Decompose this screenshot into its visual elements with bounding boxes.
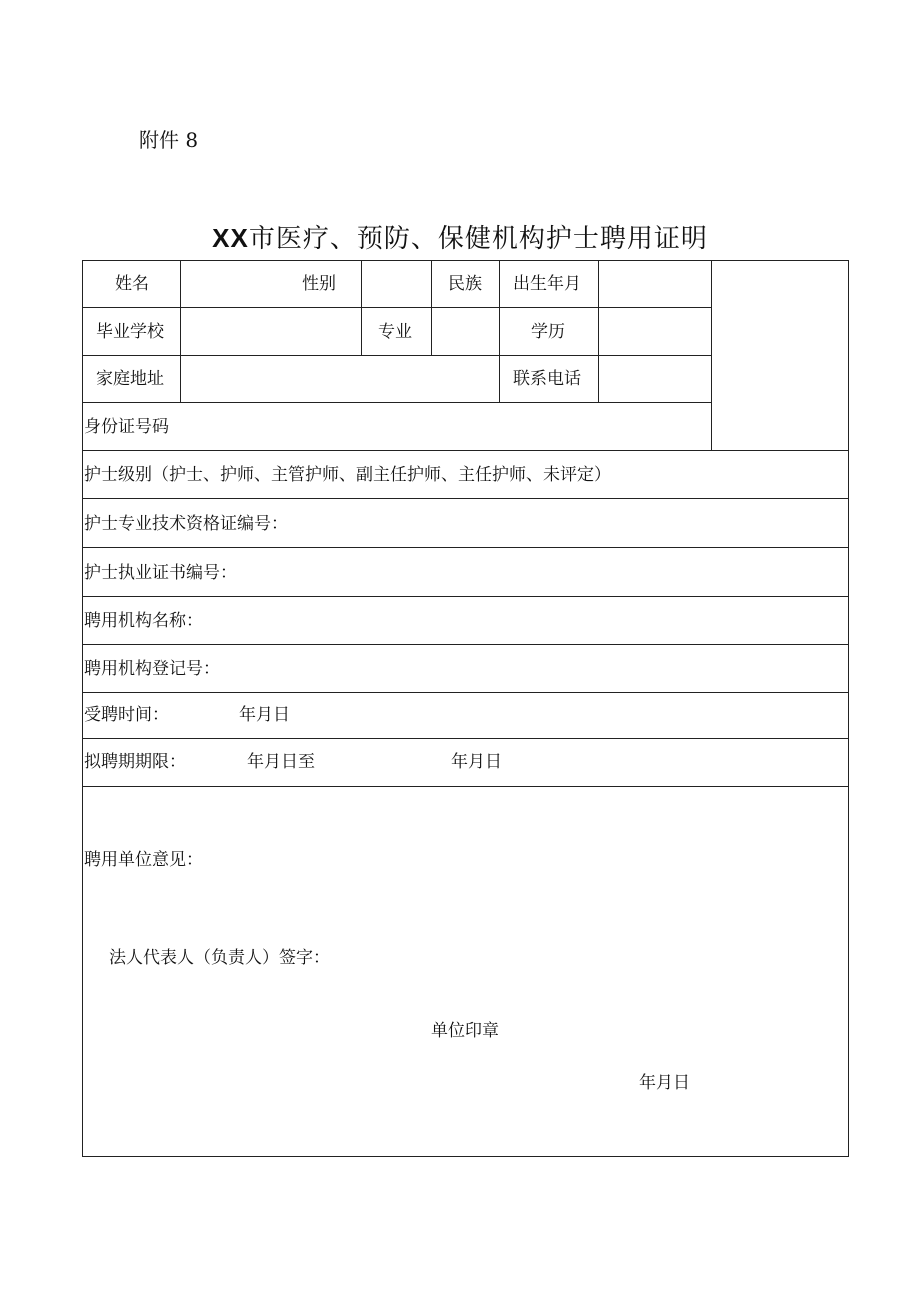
employer-reg-label: 聘用机构登记号： — [84, 659, 220, 679]
seal-label: 单位印章 — [431, 1021, 499, 1041]
row-divider — [82, 738, 849, 739]
qualification-label: 护士专业技术资格证编号： — [84, 514, 288, 534]
col-divider — [431, 260, 432, 355]
row-divider — [82, 786, 849, 787]
row-divider — [82, 692, 849, 693]
row-divider — [82, 547, 849, 548]
term-label: 拟聘期期限： — [84, 752, 186, 772]
page-title — [0, 218, 920, 255]
row-divider — [82, 596, 849, 597]
term-to: 年月日 — [451, 752, 502, 772]
education-label: 学历 — [531, 322, 565, 342]
row-divider — [82, 355, 712, 356]
col-divider — [180, 260, 181, 402]
title-text: 市医疗、预防、保健机构护士聘用证明 — [248, 224, 708, 254]
form-border-left — [82, 260, 83, 1157]
level-label: 护士级别（护士、护师、主管护师、副主任护师、主任护师、未评定） — [84, 465, 611, 485]
photo-cell-border — [711, 260, 712, 450]
id-label: 身份证号码 — [84, 417, 169, 437]
employer-name-label: 聘用机构名称： — [84, 611, 203, 631]
col-divider — [598, 260, 599, 402]
row-divider — [82, 307, 712, 308]
address-label: 家庭地址 — [96, 369, 164, 389]
license-label: 护士执业证书编号： — [84, 563, 237, 583]
name-label: 姓名 — [115, 274, 149, 294]
row-divider — [82, 644, 849, 645]
title-prefix: XX — [212, 223, 249, 253]
form-border-top — [82, 260, 849, 261]
col-divider — [361, 260, 362, 355]
ethnicity-label: 民族 — [448, 274, 482, 294]
birth-label: 出生年月 — [513, 274, 581, 294]
signature-label: 法人代表人（负责人）签字： — [109, 948, 330, 968]
phone-label: 联系电话 — [513, 369, 581, 389]
hire-time-date: 年月日 — [239, 705, 290, 725]
form-border-right — [848, 260, 849, 1157]
opinion-label: 聘用单位意见： — [84, 850, 203, 870]
attachment-label: 附件 8 — [139, 128, 199, 152]
row-divider — [82, 402, 712, 403]
school-label: 毕业学校 — [96, 322, 164, 342]
form-border-bottom — [82, 1156, 849, 1157]
sign-date: 年月日 — [639, 1073, 690, 1093]
major-label: 专业 — [378, 322, 412, 342]
term-from: 年月日至 — [247, 752, 315, 772]
gender-label: 性别 — [302, 274, 336, 294]
row-divider — [82, 498, 849, 499]
hire-time-label: 受聘时间： — [84, 705, 169, 725]
col-divider — [499, 260, 500, 402]
row-divider — [82, 450, 849, 451]
